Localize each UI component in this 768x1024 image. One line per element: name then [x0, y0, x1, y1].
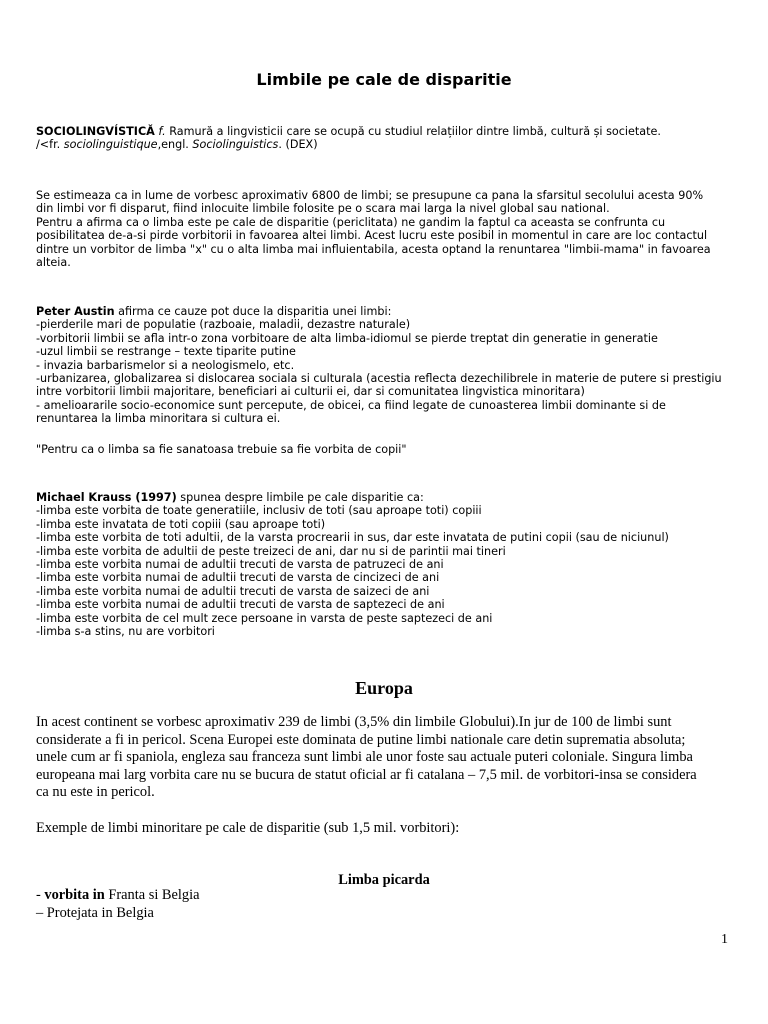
europa-line: ca nu este in pericol.: [36, 784, 155, 801]
austin-cause: - amelioararile socio-economice sunt percepute, de obicei, ca fiind legate de cunoasterea limbii dominante si de: [36, 398, 666, 412]
europa-paragraph: [36, 714, 697, 802]
page-title: Limbile pe cale de disparitie: [256, 70, 512, 89]
definition-block: [36, 125, 661, 152]
intro-line: din limbi vor fi disparut, fiind inlocuite limbile folosite pe o scara mai larga la nivel global sau national.: [36, 202, 610, 216]
intro-line: alteia.: [36, 256, 71, 270]
picarda-dash: -: [36, 887, 45, 903]
definition-term: SOCIOLINGVÍSTICĂ: [36, 125, 155, 138]
krauss-section: [36, 491, 669, 638]
intro-line: Pentru a afirma ca o limba este pe cale de disparitie (periclitata) ne gandim la faptul ca aceasta se confrunta cu: [36, 215, 666, 229]
austin-cause: -urbanizarea, globalizarea si dislocarea sociala si culturala (acestia reflecta dezechilibrele in materie de putere si prestigiu: [36, 372, 722, 386]
austin-section: [36, 305, 722, 426]
intro-line: posibilitatea de-a-si pirde vorbitorii in favoarea altei limbi. Acest lucru este posibil in momentul in care are loc contactul: [36, 229, 708, 243]
picarda-spoken-label: vorbita in: [44, 887, 105, 903]
austin-cause: intre vorbitorii limbii majoritare, beneficiari ai culturii ei, dar si comunitatea lingvistica minoritara): [36, 385, 585, 399]
definition-etym-prefix: /<fr.: [36, 138, 64, 152]
krauss-stage: -limba este vorbita numai de adultii trecuti de varsta de cincizeci de ani: [36, 571, 440, 585]
austin-cause: -pierderile mari de populatie (razboaie, maladii, dezastre naturale): [36, 318, 411, 332]
austin-intro: afirma ce cauze pot duce la disparitia unei limbi:: [114, 305, 392, 318]
krauss-name: Michael Krauss (1997): [36, 491, 177, 504]
definition-gender: f.: [158, 125, 166, 138]
definition-fr: sociolinguistique: [63, 138, 158, 152]
austin-cause: - invazia barbarismelor si a neologismelo, etc.: [36, 358, 295, 372]
picarda-heading: Limba picarda: [338, 872, 430, 888]
krauss-stage: -limba este vorbita de toti adultii, de la varsta procrearii in sus, dar este invatata de putini copii (sau de niciunul): [36, 531, 669, 545]
definition-source: . (DEX): [278, 138, 318, 152]
picarda-spoken-value: Franta si Belgia: [104, 887, 200, 903]
europa-line: In acest continent se vorbesc aproximativ 239 de limbi (3,5% din limbile Globului).In jur de 100 de limbi sunt: [36, 714, 672, 730]
definition-text: Ramură a lingvisticii care se ocupă cu studiul relațiilor dintre limbă, cultură și societate.: [169, 125, 661, 138]
krauss-intro: spunea despre limbile pe cale disparitie ca:: [176, 491, 424, 504]
examples-intro: Exemple de limbi minoritare pe cale de disparitie (sub 1,5 mil. vorbitori):: [36, 820, 460, 836]
europa-line: considerate a fi in pericol. Scena Europei este dominata de putine limbi nationale care detin suprematia absoluta;: [36, 731, 686, 748]
definition-engl-label: ,engl.: [157, 138, 193, 152]
austin-cause: -vorbitorii limbii se afla intr-o zona vorbitoare de alta limba-idiomul se pierde treptat din generatie in generatie: [36, 331, 658, 345]
quote: "Pentru ca o limba sa fie sanatoasa trebuie sa fie vorbita de copii": [36, 443, 407, 456]
picarda-protected: – Protejata in Belgia: [36, 904, 154, 921]
europa-line: unele cum ar fi spaniola, engleza sau franceza sunt limbi ale unor foste sau actuale puteri coloniale. Singura limba: [36, 749, 693, 766]
krauss-stage: -limba este vorbita de cel mult zece persoane in varsta de peste saptezeci de ani: [36, 611, 493, 625]
europa-heading: Europa: [355, 678, 413, 698]
intro-line: Se estimeaza ca in lume de vorbesc aproximativ 6800 de limbi; se presupune ca pana la sfarsitul secolului acesta 90%: [36, 189, 704, 202]
picarda-details: [36, 887, 200, 922]
intro-line: dintre un vorbitor de limba "x" cu o alta limba mai influientabila, acesta optand la renuntarea "limbii-mama" in favoarea: [36, 242, 711, 256]
krauss-stage: -limba este vorbita de toate generatiile, inclusiv de toti (sau aproape toti) copiii: [36, 504, 482, 518]
krauss-stage: -limba s-a stins, nu are vorbitori: [36, 625, 215, 639]
austin-cause: renuntarea la limba minoritara si cultura ei.: [36, 412, 281, 426]
intro-paragraph: [36, 189, 711, 269]
austin-cause: -uzul limbii se restrange – texte tiparite putine: [36, 345, 296, 359]
page-number: 1: [721, 932, 728, 947]
europa-line: europeana mai larg vorbita care nu se bucura de statut oficial ar fi catalana – 7,5 mil. de vorbitori-insa se considera: [36, 766, 697, 783]
definition-engl: Sociolinguistics: [192, 138, 279, 152]
krauss-stage: -limba este vorbita de adultii de peste treizeci de ani, dar nu si de parintii mai tineri: [36, 544, 506, 558]
austin-name: Peter Austin: [36, 305, 115, 318]
krauss-stage: -limba este invatata de toti copiii (sau aproape toti): [36, 517, 326, 531]
krauss-stage: -limba este vorbita numai de adultii trecuti de varsta de saizeci de ani: [36, 584, 430, 598]
krauss-stage: -limba este vorbita numai de adultii trecuti de varsta de patruzeci de ani: [36, 558, 444, 572]
krauss-stage: -limba este vorbita numai de adultii trecuti de varsta de saptezeci de ani: [36, 598, 445, 612]
